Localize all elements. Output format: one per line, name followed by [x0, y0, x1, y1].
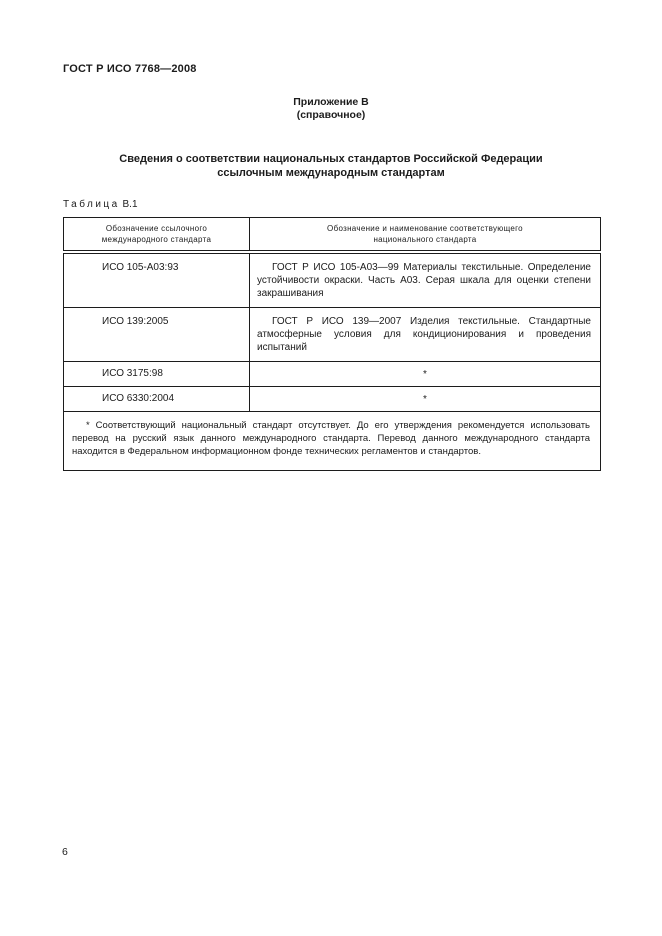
appendix-label: Приложение В	[293, 96, 369, 108]
reference-standard-cell: ИСО 105-А03:93	[64, 252, 250, 308]
document-title-line-1: Сведения о соответствии национальных стандартов Российской Федерации	[119, 153, 543, 165]
column-header-national-standard	[250, 218, 601, 253]
reference-standard-cell: ИСО 139:2005	[64, 308, 250, 362]
national-standard-cell: ГОСТ Р ИСО 139—2007 Изделия текстильные. Стандартные атмосферные условия для кондиционирования и проведения испытаний	[250, 308, 601, 362]
table-caption	[63, 199, 138, 210]
table-footnote: * Соответствующий национальный стандарт отсутствует. До его утверждения рекомендуется использовать перевод на русский язык данного международного стандарта. Перевод данного международного стандарта находится в Федеральном информационном фонде технических регламентов и стандартов.	[64, 412, 601, 471]
table-caption-word: Таблица	[63, 199, 120, 210]
table-header-row	[64, 218, 601, 253]
document-title	[31, 152, 631, 180]
reference-standard-cell: ИСО 3175:98	[64, 362, 250, 387]
standards-correspondence-table	[63, 217, 601, 471]
column-header-national-label: Обозначение и наименование соответствующего национального стандарта	[327, 224, 523, 244]
table-row	[64, 362, 601, 387]
table-row	[64, 308, 601, 362]
table-footnote-row	[64, 412, 601, 471]
column-header-reference-standard	[64, 218, 250, 253]
table-row	[64, 387, 601, 412]
page-number: 6	[62, 846, 68, 858]
appendix-heading	[0, 96, 662, 122]
appendix-note: (справочное)	[296, 109, 366, 121]
table-caption-number: В.1	[122, 199, 138, 210]
national-standard-cell: *	[250, 387, 601, 412]
reference-standard-cell: ИСО 6330:2004	[64, 387, 250, 412]
national-standard-cell: *	[250, 362, 601, 387]
table-row	[64, 252, 601, 308]
national-standard-cell: ГОСТ Р ИСО 105-А03—99 Материалы текстильные. Определение устойчивости окраски. Часть А03. Серая шкала для оценки степени закрашивания	[250, 252, 601, 308]
column-header-reference-label: Обозначение ссылочного международного стандарта	[101, 224, 212, 244]
document-title-line-2: ссылочным международным стандартам	[217, 167, 445, 179]
doc-code: ГОСТ Р ИСО 7768—2008	[63, 63, 197, 75]
